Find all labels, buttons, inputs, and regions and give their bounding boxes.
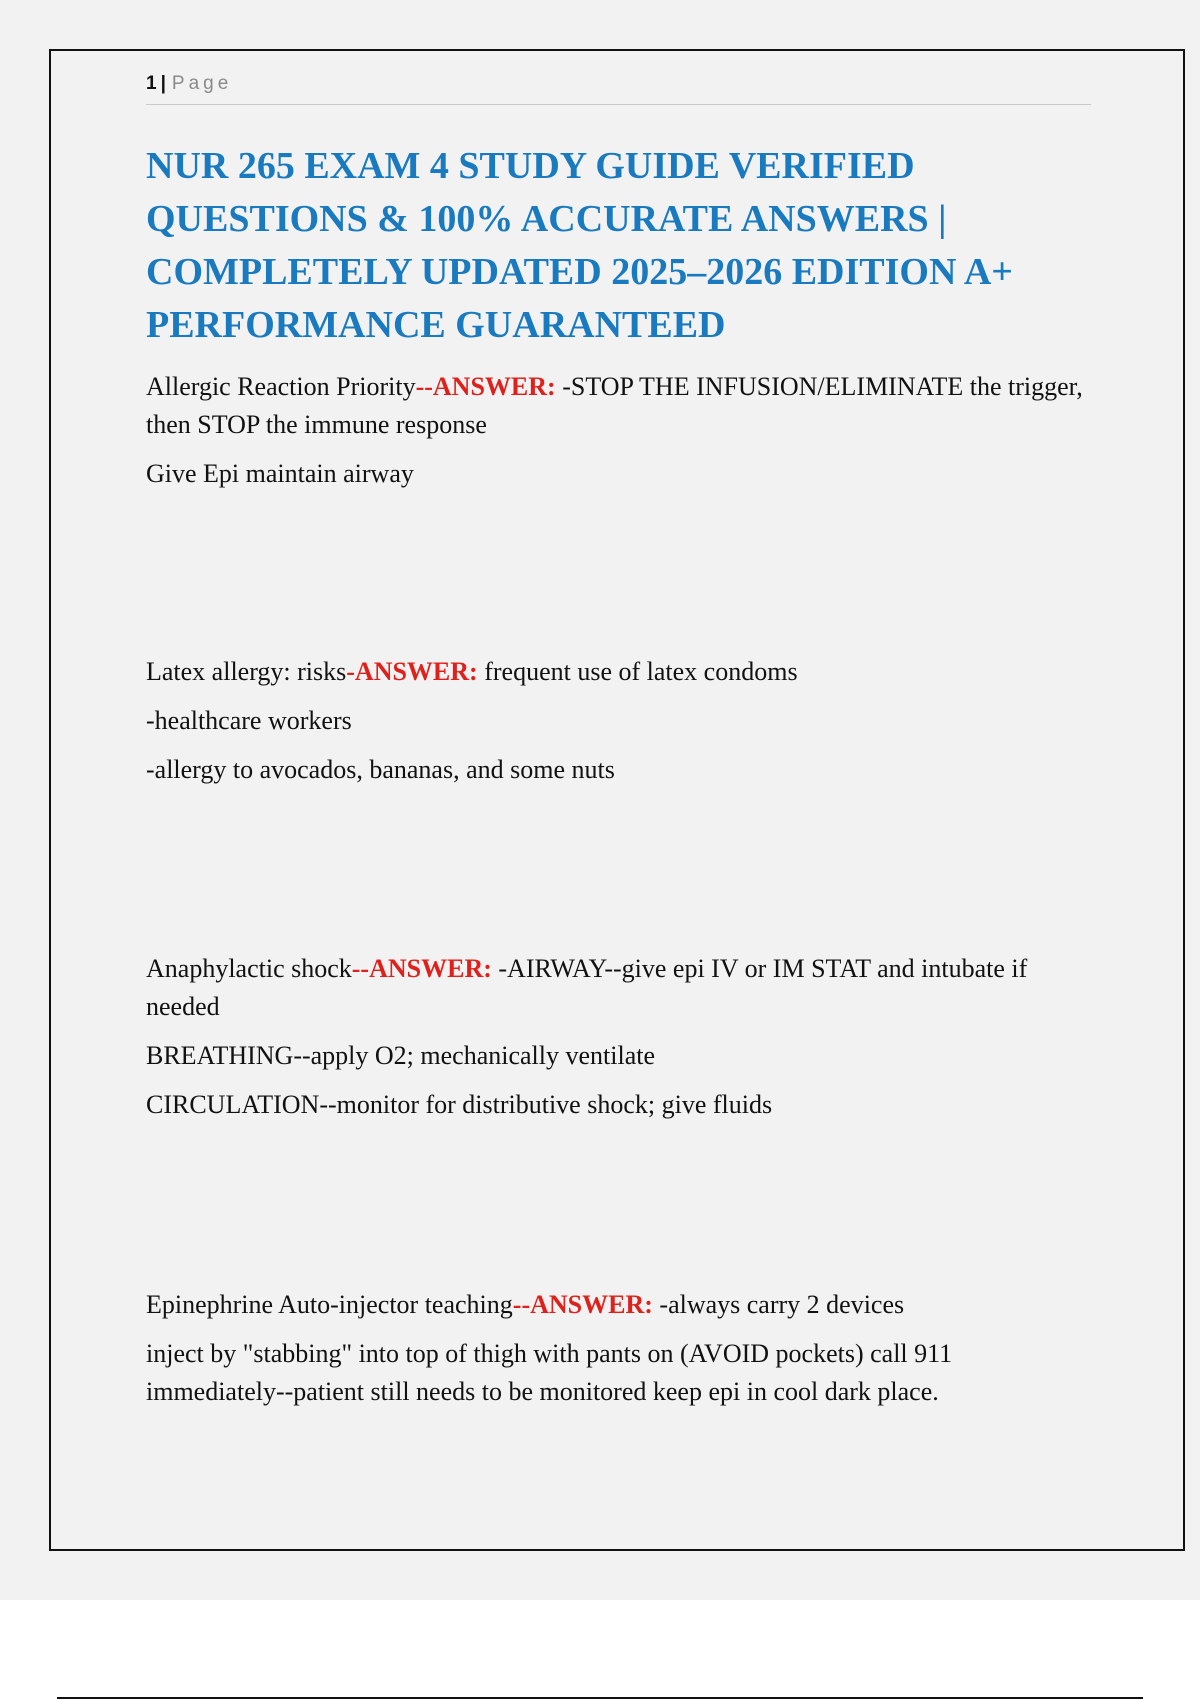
answer-text: -STOP THE INFUSION/ELIMINATE the trigger, then STOP the immune response <box>146 372 1083 439</box>
answer-label: ANSWER: <box>432 372 556 401</box>
answer-dash: - <box>346 657 355 686</box>
question-text: Epinephrine Auto-injector teaching <box>146 1290 513 1319</box>
qa-block-latex-allergy <box>146 653 1096 800</box>
answer-label: ANSWER: <box>530 1290 653 1319</box>
page-number: 1 <box>146 73 157 94</box>
answer-line: CIRCULATION--monitor for distributive shock; give fluids <box>146 1090 773 1119</box>
answer-line: -healthcare workers <box>146 706 352 735</box>
footer-rule <box>57 1697 1143 1699</box>
qa-block-anaphylactic-shock <box>146 950 1096 1135</box>
answer-line: -allergy to avocados, bananas, and some nuts <box>146 755 615 784</box>
question-text: Allergic Reaction Priority <box>146 372 416 401</box>
qa-block-allergic-reaction <box>146 368 1096 504</box>
answer-dash: -- <box>415 372 433 401</box>
answer-text: frequent use of latex condoms <box>477 657 798 686</box>
answer-line: Give Epi maintain airway <box>146 459 414 488</box>
answer-text: -AIRWAY--give epi IV or IM STAT and intubate if needed <box>146 954 1028 1021</box>
qa-block-epinephrine-auto-injector <box>146 1286 1096 1422</box>
qa-first-line <box>146 368 1096 444</box>
page-header <box>146 72 1091 105</box>
answer-text: -always carry 2 devices <box>652 1290 905 1319</box>
answer-dash: -- <box>351 954 370 983</box>
question-text: Latex allergy: risks <box>146 657 347 686</box>
answer-dash: -- <box>512 1290 531 1319</box>
answer-line: BREATHING--apply O2; mechanically ventilate <box>146 1041 656 1070</box>
question-text: Anaphylactic shock <box>146 954 352 983</box>
qa-first-line <box>146 1286 1096 1324</box>
document-title: NUR 265 EXAM 4 STUDY GUIDE VERIFIED QUESTIONS & 100% ACCURATE ANSWERS | COMPLETELY UPDATED 2025–2026 EDITION A+ PERFORMANCE GUARANTEED <box>146 145 1013 346</box>
answer-line: inject by "stabbing" into top of thigh with pants on (AVOID pockets) call 911 immediately--patient still needs to be monitored keep epi in cool dark place. <box>146 1339 953 1406</box>
page-header-separator: | <box>160 73 166 94</box>
qa-first-line <box>146 950 1096 1026</box>
page-word: Page <box>171 73 233 94</box>
answer-label: ANSWER: <box>369 954 492 983</box>
answer-label: ANSWER: <box>354 657 478 686</box>
qa-first-line <box>146 653 1096 691</box>
